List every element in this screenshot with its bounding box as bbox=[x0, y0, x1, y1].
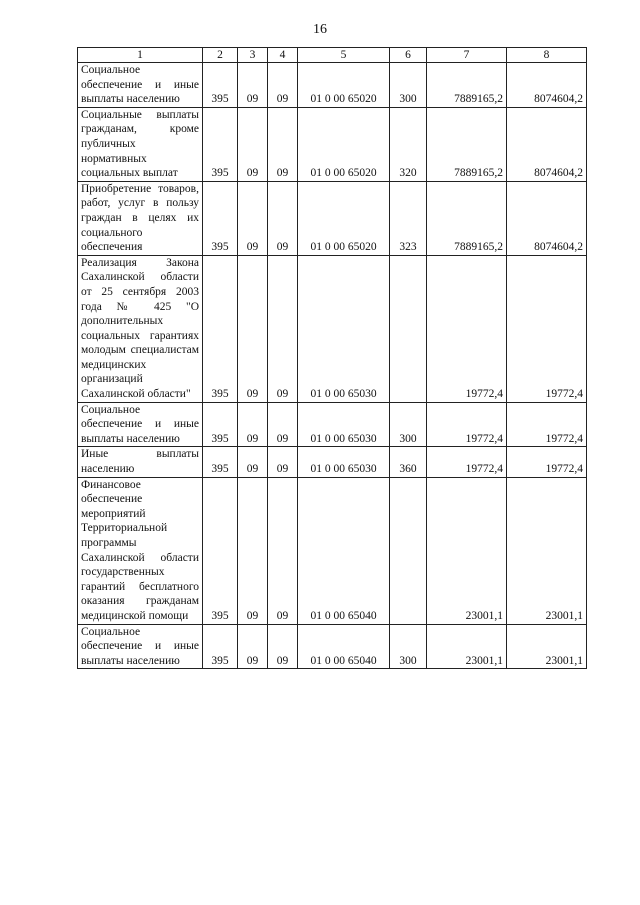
row-admin-code: 395 bbox=[203, 255, 238, 402]
col-header-1: 1 bbox=[78, 48, 203, 63]
row-expense-type: 323 bbox=[390, 181, 427, 255]
row-subsection: 09 bbox=[268, 624, 298, 669]
page-number: 16 bbox=[313, 22, 327, 37]
row-admin-code: 395 bbox=[203, 447, 238, 477]
row-name: Социальное обеспечение и иные выплаты населению bbox=[78, 624, 203, 669]
table-row bbox=[78, 624, 587, 669]
col-header-5: 5 bbox=[298, 48, 390, 63]
row-name: Социальное обеспечение и иные выплаты населению bbox=[78, 402, 203, 447]
row-admin-code: 395 bbox=[203, 624, 238, 669]
row-amount-2: 19772,4 bbox=[507, 402, 587, 447]
row-amount-2: 8074604,2 bbox=[507, 181, 587, 255]
row-section: 09 bbox=[238, 63, 268, 108]
row-amount-1: 19772,4 bbox=[427, 447, 507, 477]
table-row bbox=[78, 402, 587, 447]
col-header-2: 2 bbox=[203, 48, 238, 63]
row-target-article: 01 0 00 65040 bbox=[298, 624, 390, 669]
row-section: 09 bbox=[238, 624, 268, 669]
col-header-3: 3 bbox=[238, 48, 268, 63]
row-section: 09 bbox=[238, 477, 268, 624]
table-row bbox=[78, 477, 587, 624]
table-row bbox=[78, 255, 587, 402]
row-amount-2: 23001,1 bbox=[507, 624, 587, 669]
row-expense-type bbox=[390, 255, 427, 402]
table-header-row bbox=[78, 48, 587, 63]
row-name: Социальные выплаты гражданам, кроме публичных нормативных социальных выплат bbox=[78, 107, 203, 181]
row-section: 09 bbox=[238, 181, 268, 255]
row-amount-2: 8074604,2 bbox=[507, 107, 587, 181]
row-expense-type: 360 bbox=[390, 447, 427, 477]
row-admin-code: 395 bbox=[203, 107, 238, 181]
row-target-article: 01 0 00 65030 bbox=[298, 447, 390, 477]
row-name: Социальное обеспечение и иные выплаты населению bbox=[78, 63, 203, 108]
row-section: 09 bbox=[238, 402, 268, 447]
row-subsection: 09 bbox=[268, 477, 298, 624]
row-subsection: 09 bbox=[268, 181, 298, 255]
row-expense-type bbox=[390, 477, 427, 624]
row-amount-2: 23001,1 bbox=[507, 477, 587, 624]
row-amount-1: 23001,1 bbox=[427, 624, 507, 669]
row-admin-code: 395 bbox=[203, 402, 238, 447]
row-expense-type: 300 bbox=[390, 63, 427, 108]
row-admin-code: 395 bbox=[203, 63, 238, 108]
row-target-article: 01 0 00 65020 bbox=[298, 107, 390, 181]
row-expense-type: 300 bbox=[390, 624, 427, 669]
col-header-6: 6 bbox=[390, 48, 427, 63]
row-section: 09 bbox=[238, 255, 268, 402]
row-name: Приобретение товаров, работ, услуг в пользу граждан в целях их социального обеспечения bbox=[78, 181, 203, 255]
row-target-article: 01 0 00 65030 bbox=[298, 402, 390, 447]
row-target-article: 01 0 00 65040 bbox=[298, 477, 390, 624]
row-amount-1: 7889165,2 bbox=[427, 107, 507, 181]
row-amount-1: 19772,4 bbox=[427, 402, 507, 447]
row-admin-code: 395 bbox=[203, 477, 238, 624]
row-name: Финансовое обеспечение мероприятий Территориальной программы Сахалинской области государственных гарантий бесплатного оказания гражданам медицинской помощи bbox=[78, 477, 203, 624]
col-header-8: 8 bbox=[507, 48, 587, 63]
row-name: Иные выплаты населению bbox=[78, 447, 203, 477]
row-target-article: 01 0 00 65020 bbox=[298, 181, 390, 255]
row-subsection: 09 bbox=[268, 107, 298, 181]
row-expense-type: 320 bbox=[390, 107, 427, 181]
table-row bbox=[78, 447, 587, 477]
table-row bbox=[78, 63, 587, 108]
row-admin-code: 395 bbox=[203, 181, 238, 255]
row-amount-2: 19772,4 bbox=[507, 255, 587, 402]
row-subsection: 09 bbox=[268, 255, 298, 402]
row-amount-1: 19772,4 bbox=[427, 255, 507, 402]
row-name: Реализация Закона Сахалинской области от 25 сентября 2003 года № 425 "О дополнительных социальных гарантиях молодым специалистам медицинских организаций Сахалинской области" bbox=[78, 255, 203, 402]
row-amount-1: 23001,1 bbox=[427, 477, 507, 624]
table-row bbox=[78, 107, 587, 181]
col-header-7: 7 bbox=[427, 48, 507, 63]
row-amount-1: 7889165,2 bbox=[427, 63, 507, 108]
row-target-article: 01 0 00 65030 bbox=[298, 255, 390, 402]
row-amount-2: 19772,4 bbox=[507, 447, 587, 477]
row-subsection: 09 bbox=[268, 447, 298, 477]
row-section: 09 bbox=[238, 447, 268, 477]
row-amount-1: 7889165,2 bbox=[427, 181, 507, 255]
row-subsection: 09 bbox=[268, 402, 298, 447]
row-amount-2: 8074604,2 bbox=[507, 63, 587, 108]
table-row bbox=[78, 181, 587, 255]
budget-table bbox=[77, 47, 587, 669]
row-subsection: 09 bbox=[268, 63, 298, 108]
col-header-4: 4 bbox=[268, 48, 298, 63]
row-target-article: 01 0 00 65020 bbox=[298, 63, 390, 108]
row-section: 09 bbox=[238, 107, 268, 181]
row-expense-type: 300 bbox=[390, 402, 427, 447]
